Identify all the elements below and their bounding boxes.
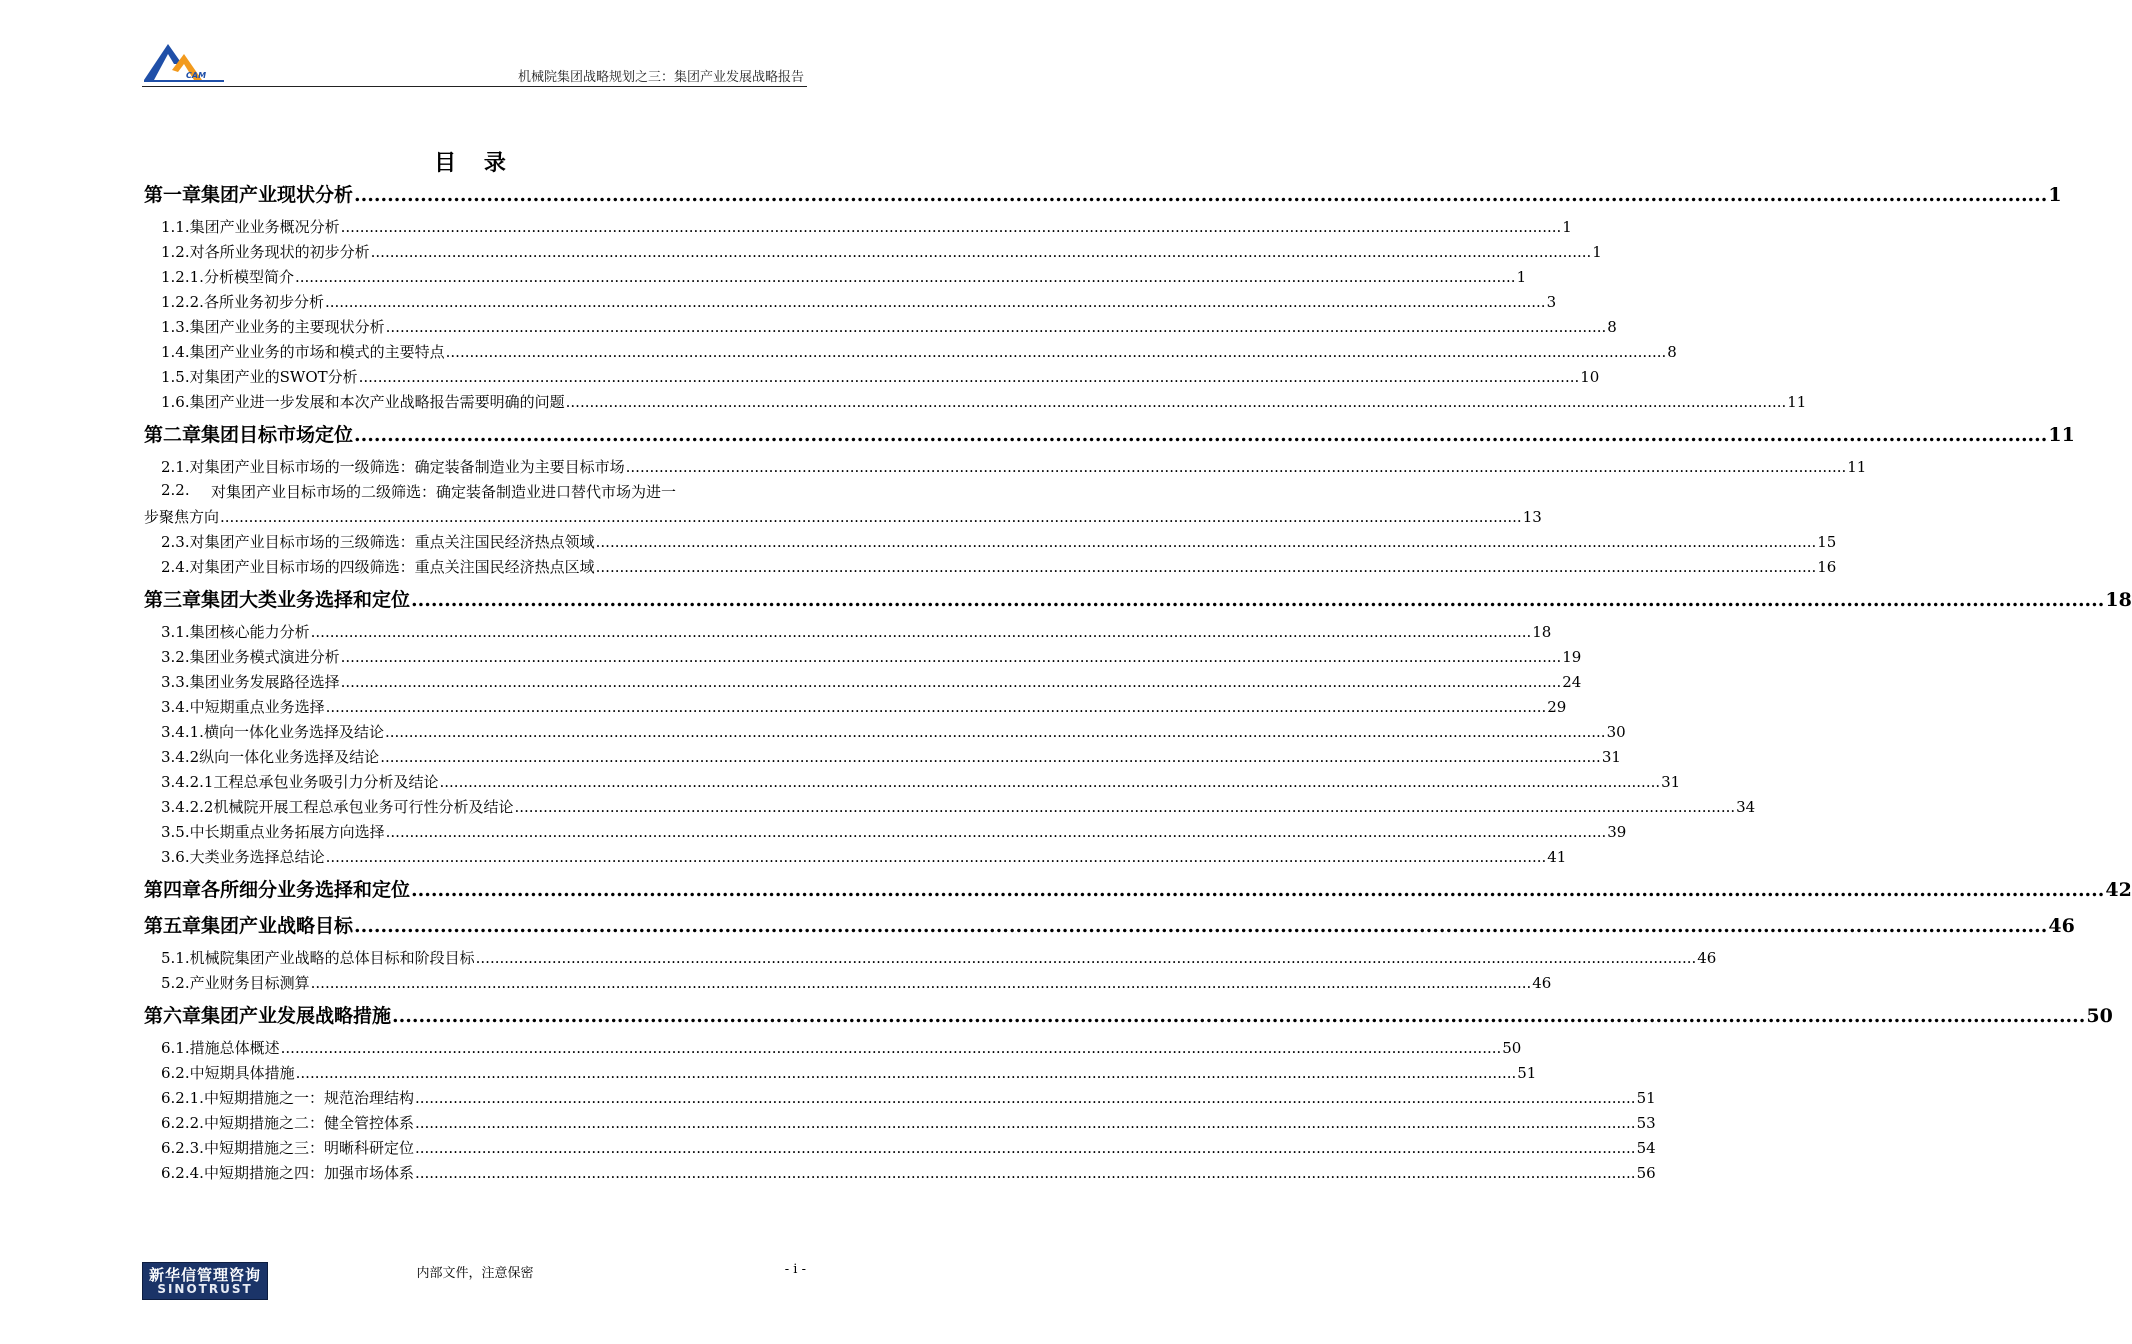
toc-entry-row[interactable] xyxy=(144,216,1572,241)
toc-entry-page: 54 xyxy=(1636,1139,1656,1157)
toc-entry-page: 19 xyxy=(1562,648,1582,666)
toc-chapter-title: 集团目标市场定位 xyxy=(201,424,354,446)
toc-dot-leader xyxy=(354,915,2047,937)
toc-chapter-page: 42 xyxy=(2105,879,2132,901)
toc-entry-row[interactable] xyxy=(144,796,1756,821)
toc-entry-title: 机械院集团产业战略的总体目标和阶段目标 xyxy=(189,949,475,967)
toc-dot-leader xyxy=(311,974,1532,992)
table-of-contents xyxy=(144,176,2132,1187)
toc-dot-leader xyxy=(341,218,1562,236)
toc-dot-leader xyxy=(371,243,1592,261)
toc-dot-leader xyxy=(354,424,2047,446)
toc-dot-leader xyxy=(386,823,1607,841)
toc-dot-leader xyxy=(415,1139,1636,1157)
toc-chapter-number: 第二章 xyxy=(144,424,202,446)
toc-entry-number: 3.4.1. xyxy=(161,723,204,741)
toc-entry-title: 对集团产业的SWOT分析 xyxy=(189,368,358,386)
toc-dot-leader xyxy=(411,589,2104,611)
toc-entry-title: 工程总承包业务吸引力分析及结论 xyxy=(213,773,439,791)
toc-entry-row[interactable] xyxy=(144,481,806,506)
toc-dot-leader xyxy=(326,698,1547,716)
toc-entry-row[interactable] xyxy=(144,821,1627,846)
header-title: 机械院集团战略规划之三：集团产业发展战略报告 xyxy=(517,70,804,85)
toc-dot-leader xyxy=(341,648,1562,666)
toc-entry-number: 6.2.2. xyxy=(161,1114,204,1132)
toc-entry-number: 3.4.2 xyxy=(161,748,200,766)
toc-entry-title: 集团产业进一步发展和本次产业战略报告需要明确的问题 xyxy=(189,393,565,411)
toc-entry-number: 5.2. xyxy=(161,974,190,992)
toc-dot-leader xyxy=(325,293,1546,311)
toc-chapter-page: 50 xyxy=(2086,1005,2113,1027)
toc-entry-page: 31 xyxy=(1661,773,1681,791)
toc-entry-title: 措施总体概述 xyxy=(189,1039,280,1057)
toc-entry-number: 3.1. xyxy=(161,623,190,641)
toc-chapter-number: 第三章 xyxy=(144,589,202,611)
logo-bar xyxy=(144,80,224,82)
toc-dot-leader xyxy=(385,723,1606,741)
toc-entry-continuation[interactable] xyxy=(144,506,1542,531)
toc-dot-leader xyxy=(392,1005,2085,1027)
toc-chapter-page: 11 xyxy=(2048,424,2075,446)
toc-dot-leader xyxy=(326,848,1547,866)
toc-entry-row[interactable] xyxy=(144,341,1677,366)
toc-entry-title: 对集团产业目标市场的四级筛选：重点关注国民经济热点区域 xyxy=(189,558,595,576)
toc-entry-title: 对集团产业目标市场的三级筛选：重点关注国民经济热点领域 xyxy=(189,533,595,551)
toc-entry-title: 集团产业业务概况分析 xyxy=(189,218,340,236)
toc-dot-leader xyxy=(295,268,1516,286)
toc-entry-number: 1.5. xyxy=(161,368,190,386)
toc-entry-title: 中短期措施之二：健全管控体系 xyxy=(203,1114,414,1132)
toc-entry-page: 56 xyxy=(1636,1164,1656,1182)
toc-entry-row[interactable] xyxy=(144,266,1527,291)
toc-chapter-row[interactable] xyxy=(144,420,2075,450)
toc-entry-title: 对集团产业目标市场的二级筛选：确定装备制造业进口替代市场为进一 xyxy=(211,483,677,501)
toc-entry-row[interactable] xyxy=(144,241,1602,266)
toc-chapter-title: 集团产业发展战略措施 xyxy=(201,1005,392,1027)
toc-entry-page: 51 xyxy=(1636,1089,1656,1107)
toc-entry-number: 6.2. xyxy=(161,1064,190,1082)
toc-chapter-number: 第一章 xyxy=(144,184,202,206)
toc-entry-row[interactable] xyxy=(144,1062,1537,1087)
toc-entry-page: 29 xyxy=(1547,698,1567,716)
toc-chapter-title: 集团产业战略目标 xyxy=(201,915,354,937)
toc-dot-leader xyxy=(386,318,1607,336)
toc-entry-row[interactable] xyxy=(144,316,1617,341)
toc-entry-page: 51 xyxy=(1517,1064,1537,1082)
toc-entry-title: 分析模型简介 xyxy=(203,268,294,286)
toc-entry-title: 集团产业业务的主要现状分析 xyxy=(189,318,385,336)
toc-dot-leader xyxy=(415,1089,1636,1107)
toc-dot-leader xyxy=(281,1039,1502,1057)
toc-entry-number: 1.6. xyxy=(161,393,190,411)
toc-entry-row[interactable] xyxy=(144,1112,1656,1137)
toc-entry-row[interactable] xyxy=(144,746,1621,771)
toc-entry-row[interactable] xyxy=(144,1162,1656,1187)
toc-entry-number: 6.2.3. xyxy=(161,1139,204,1157)
toc-entry-title: 纵向一体化业务选择及结论 xyxy=(199,748,380,766)
confidential-notice: 内部文件，注意保密 xyxy=(416,1266,534,1281)
toc-entry-row[interactable] xyxy=(144,1087,1656,1112)
toc-entry-title: 产业财务目标测算 xyxy=(189,974,310,992)
toc-entry-row[interactable] xyxy=(144,1137,1656,1162)
cam-logo xyxy=(142,40,226,84)
toc-chapter-number: 第六章 xyxy=(144,1005,202,1027)
toc-dot-leader xyxy=(566,393,1787,411)
toc-chapter-number: 第四章 xyxy=(144,879,202,901)
toc-dot-leader xyxy=(596,558,1817,576)
toc-entry-page: 1 xyxy=(1516,268,1527,286)
toc-entry-row[interactable] xyxy=(144,846,1567,871)
toc-entry-title: 各所业务初步分析 xyxy=(203,293,324,311)
toc-entry-number: 3.3. xyxy=(161,673,190,691)
toc-entry-row[interactable] xyxy=(144,972,1552,997)
footer-logo-cn: 新华信管理咨询 xyxy=(148,1266,261,1284)
toc-entry-row[interactable] xyxy=(144,671,1582,696)
toc-entry-page: 8 xyxy=(1607,318,1617,336)
toc-chapter-title: 集团大类业务选择和定位 xyxy=(201,589,411,611)
toc-entry-number: 6.2.1. xyxy=(161,1089,204,1107)
toc-entry-number: 2.2. xyxy=(161,481,190,499)
logo-triangle-blue xyxy=(144,44,182,80)
toc-entry-row[interactable] xyxy=(144,456,1867,481)
toc-entry-title-cont: 步聚焦方向 xyxy=(144,508,220,526)
toc-entry-row[interactable] xyxy=(144,366,1600,391)
toc-entry-page: 50 xyxy=(1502,1039,1522,1057)
toc-chapter-title: 各所细分业务选择和定位 xyxy=(201,879,411,901)
toc-chapter-page: 46 xyxy=(2048,915,2075,937)
toc-entry-page: 46 xyxy=(1532,974,1552,992)
toc-entry-page: 10 xyxy=(1580,368,1600,386)
toc-entry-page: 41 xyxy=(1547,848,1567,866)
toc-entry-number: 1.2.2. xyxy=(161,293,204,311)
header-rule xyxy=(142,86,807,87)
toc-chapter-page: 18 xyxy=(2105,589,2132,611)
toc-dot-leader xyxy=(476,949,1697,967)
toc-entry-number: 1.4. xyxy=(161,343,190,361)
toc-entry-title: 中短期具体措施 xyxy=(189,1064,295,1082)
toc-chapter-row[interactable] xyxy=(144,875,2132,905)
toc-entry-page: 31 xyxy=(1601,748,1621,766)
toc-entry-title: 机械院开展工程总承包业务可行性分析及结论 xyxy=(213,798,514,816)
toc-entry-page: 30 xyxy=(1606,723,1626,741)
toc-dot-leader xyxy=(220,508,1522,526)
toc-entry-page: 16 xyxy=(1817,558,1837,576)
toc-entry-page: 13 xyxy=(1522,508,1542,526)
toc-entry-page: 11 xyxy=(1847,458,1867,476)
toc-entry-title: 对集团产业目标市场的一级筛选：确定装备制造业为主要目标市场 xyxy=(189,458,625,476)
toc-entry-number: 3.5. xyxy=(161,823,190,841)
toc-entry-page: 1 xyxy=(1592,243,1602,261)
toc-entry-number: 3.4.2.2 xyxy=(161,798,214,816)
toc-entry-title: 集团产业业务的市场和模式的主要特点 xyxy=(189,343,445,361)
toc-dot-leader xyxy=(411,879,2104,901)
toc-entry-page: 39 xyxy=(1607,823,1627,841)
toc-dot-leader xyxy=(311,623,1532,641)
toc-entry-number: 1.2. xyxy=(161,243,190,261)
toc-entry-row[interactable] xyxy=(144,556,1837,581)
toc-entry-number: 1.2.1. xyxy=(161,268,204,286)
page-number: - i - xyxy=(784,1262,806,1277)
toc-entry-row[interactable] xyxy=(144,721,1626,746)
toc-dot-leader xyxy=(596,533,1817,551)
toc-entry-row[interactable] xyxy=(144,1037,1522,1062)
footer-logo-en: SINOTRUST xyxy=(157,1282,253,1296)
toc-entry-number: 3.4.2.1 xyxy=(161,773,214,791)
toc-entry-number: 2.4. xyxy=(161,558,190,576)
toc-dot-leader xyxy=(380,748,1601,766)
toc-entry-number: 6.1. xyxy=(161,1039,190,1057)
toc-dot-leader xyxy=(341,673,1562,691)
toc-chapter-number: 第五章 xyxy=(144,915,202,937)
toc-entry-page: 8 xyxy=(1667,343,1677,361)
toc-entry-title: 横向一体化业务选择及结论 xyxy=(203,723,384,741)
toc-entry-title: 对各所业务现状的初步分析 xyxy=(189,243,370,261)
toc-entry-row[interactable] xyxy=(144,696,1567,721)
toc-entry-number: 5.1. xyxy=(161,949,190,967)
toc-entry-title: 中短期重点业务选择 xyxy=(189,698,325,716)
toc-entry-number: 3.6. xyxy=(161,848,190,866)
toc-dot-leader xyxy=(296,1064,1517,1082)
toc-dot-leader xyxy=(359,368,1580,386)
toc-entry-row[interactable] xyxy=(144,621,1552,646)
toc-entry-title: 中短期措施之三：明晰科研定位 xyxy=(203,1139,414,1157)
toc-chapter-row[interactable] xyxy=(144,585,2132,615)
toc-entry-title: 中长期重点业务拓展方向选择 xyxy=(189,823,385,841)
toc-entry-number: 1.1. xyxy=(161,218,190,236)
toc-dot-leader xyxy=(415,1164,1636,1182)
toc-entry-page: 24 xyxy=(1562,673,1582,691)
toc-entry-number: 2.1. xyxy=(161,458,190,476)
toc-entry-row[interactable] xyxy=(144,531,1837,556)
toc-entry-title: 集团核心能力分析 xyxy=(189,623,310,641)
toc-entry-page: 46 xyxy=(1697,949,1717,967)
toc-chapter-title: 集团产业现状分析 xyxy=(201,184,354,206)
logo-text: CAM xyxy=(186,71,207,80)
toc-chapter-page: 1 xyxy=(2048,184,2062,206)
toc-entry-title: 中短期措施之一：规范治理结构 xyxy=(203,1089,414,1107)
toc-entry-row[interactable] xyxy=(144,646,1582,671)
toc-entry-number: 2.3. xyxy=(161,533,190,551)
toc-entry-page: 1 xyxy=(1562,218,1572,236)
toc-entry-title: 大类业务选择总结论 xyxy=(189,848,325,866)
toc-chapter-row[interactable] xyxy=(144,1001,2113,1031)
toc-entry-row[interactable] xyxy=(144,291,1557,316)
toc-entry-title: 中短期措施之四：加强市场体系 xyxy=(203,1164,414,1182)
toc-entry-number: 3.2. xyxy=(161,648,190,666)
toc-dot-leader xyxy=(515,798,1736,816)
toc-dot-leader xyxy=(354,184,2047,206)
toc-entry-page: 15 xyxy=(1817,533,1837,551)
toc-chapter-row[interactable] xyxy=(144,911,2075,941)
toc-entry-page: 53 xyxy=(1636,1114,1656,1132)
toc-entry-title: 集团业务模式演进分析 xyxy=(189,648,340,666)
toc-title: 目 录 xyxy=(434,150,516,176)
toc-entry-row[interactable] xyxy=(144,771,1681,796)
toc-entry-page: 34 xyxy=(1736,798,1756,816)
toc-dot-leader xyxy=(440,773,1661,791)
toc-dot-leader xyxy=(446,343,1667,361)
toc-entry-number: 3.4. xyxy=(161,698,190,716)
toc-entry-page: 3 xyxy=(1546,293,1557,311)
toc-entry-page: 18 xyxy=(1532,623,1552,641)
toc-dot-leader xyxy=(626,458,1847,476)
toc-entry-row[interactable] xyxy=(144,391,1807,416)
toc-entry-page: 11 xyxy=(1787,393,1807,411)
toc-dot-leader xyxy=(415,1114,1636,1132)
toc-entry-row[interactable] xyxy=(144,947,1717,972)
toc-entry-number: 6.2.4. xyxy=(161,1164,204,1182)
toc-chapter-row[interactable] xyxy=(144,180,2062,210)
toc-entry-number: 1.3. xyxy=(161,318,190,336)
toc-entry-title: 集团业务发展路径选择 xyxy=(189,673,340,691)
